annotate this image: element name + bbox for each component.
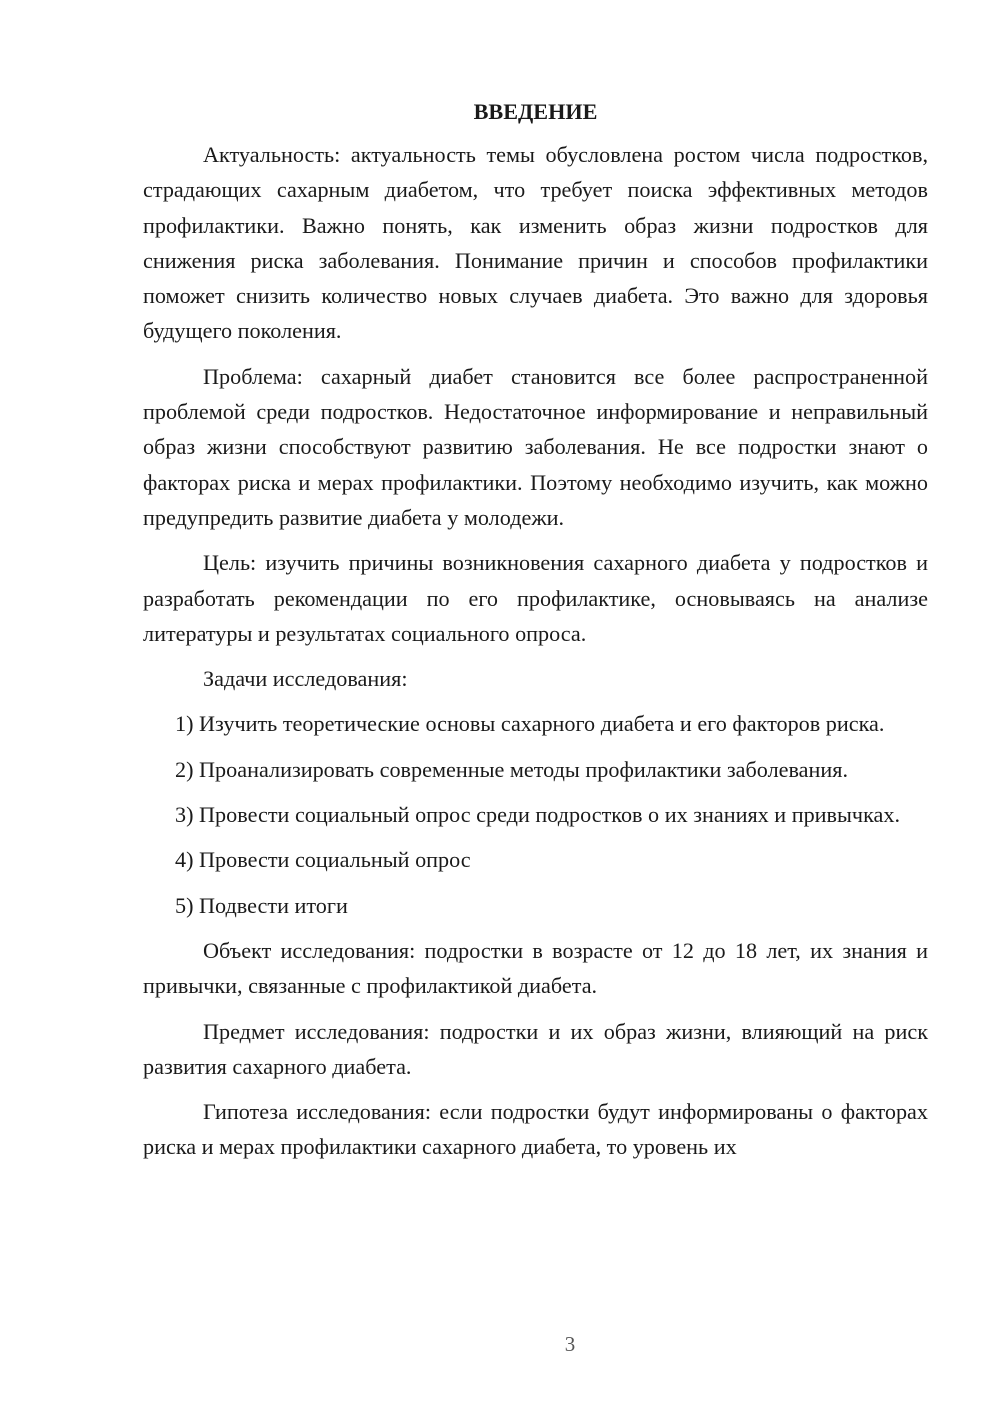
paragraph-relevance: Актуальность: актуальность темы обусловлена ростом числа подростков, страдающих сахарным диабетом, что требует поиска эффективных методов профилактики. Важно понять, как изменить образ жизни подростков для снижения риска заболевания. Понимание причин и способов профилактики поможет снизить количество новых случаев диабета. Это важно для здоровья будущего поколения. bbox=[143, 142, 928, 344]
section-heading: ВВЕДЕНИЕ bbox=[473, 99, 598, 124]
page-content bbox=[143, 94, 928, 1175]
paragraph-object: Объект исследования: подростки в возрасте от 12 до 18 лет, их знания и привычки, связанные с профилактикой диабета. bbox=[143, 937, 928, 999]
task-item-4: 4) Провести социальный опрос bbox=[175, 847, 471, 873]
task-item-5: 5) Подвести итоги bbox=[175, 892, 348, 918]
paragraph-subject: Предмет исследования: подростки и их образ жизни, влияющий на риск развития сахарного диабета. bbox=[143, 1018, 928, 1079]
paragraph-goal: Цель: изучить причины возникновения сахарного диабета у подростков и разработать рекомендации по его профилактике, основываясь на анализе литературы и результатах социального опроса. bbox=[143, 550, 928, 646]
paragraph-hypothesis: Гипотеза исследования: если подростки будут информированы о факторах риска и мерах профилактики сахарного диабета, то уровень их bbox=[143, 1099, 928, 1160]
page-number: 3 bbox=[564, 1332, 576, 1356]
task-item-1: 1) Изучить теоретические основы сахарного диабета и его факторов риска. bbox=[175, 711, 885, 737]
paragraph-tasks-intro: Задачи исследования: bbox=[203, 666, 408, 692]
task-item-2: 2) Проанализировать современные методы профилактики заболевания. bbox=[175, 756, 849, 782]
task-item-3: 3) Провести социальный опрос среди подростков о их знаниях и привычках. bbox=[175, 802, 901, 828]
paragraph-problem: Проблема: сахарный диабет становится все более распространенной проблемой среди подростков. Недостаточное информирование и неправильный образ жизни способствуют развитию заболевания. Не все подростки знают о факторах риска и мерах профилактики. Поэтому необходимо изучить, как можно предупредить развитие диабета у молодежи. bbox=[143, 363, 928, 530]
